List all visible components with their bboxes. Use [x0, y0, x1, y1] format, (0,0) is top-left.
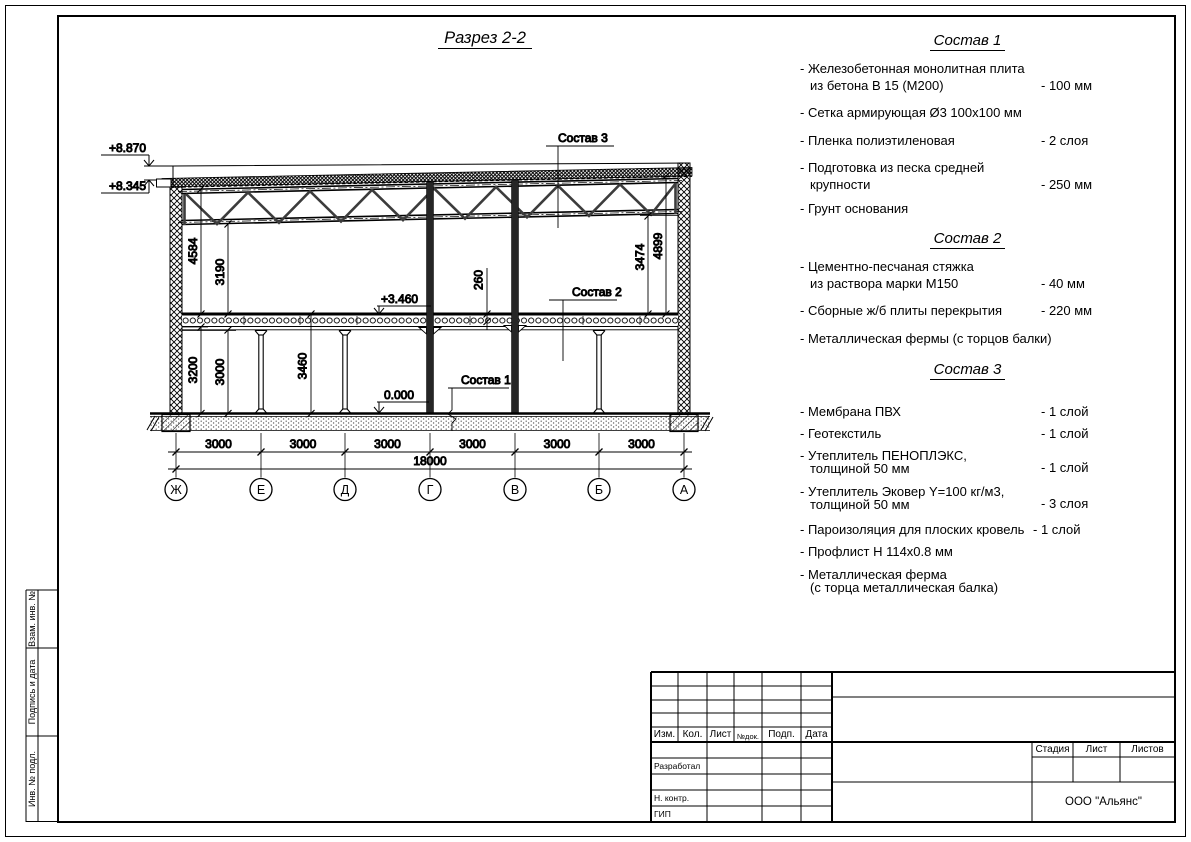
spec-value: - 1 слой — [1041, 460, 1089, 475]
spec-heading: Состав 2 — [795, 230, 1140, 247]
spec-heading: Состав 1 — [795, 32, 1140, 49]
drawing-title: Разрез 2-2 — [400, 29, 570, 48]
dim-left-roof: 4584 — [186, 237, 200, 265]
axis-label: Е — [256, 483, 266, 497]
spec-value: - 2 слоя — [1041, 133, 1089, 148]
strip-vzam-inv: Взам. инв. № — [27, 591, 37, 647]
dim-bay-5: 3000 — [543, 437, 571, 451]
elevation-canopy: +8.345 — [108, 179, 146, 193]
callout-sostav-1: Состав 1 — [461, 373, 511, 387]
spec-item — [800, 569, 1140, 595]
spec-item — [800, 450, 1140, 476]
dim-slab: 260 — [471, 269, 486, 291]
tb-header-izm: Изм. — [653, 729, 676, 740]
elevation-ground: 0.000 — [384, 388, 415, 402]
spec-item — [800, 259, 1140, 292]
spec-value: - 220 мм — [1041, 303, 1093, 318]
dim-gf-left2: 3000 — [213, 358, 227, 386]
dim-gf-mid: 3460 — [295, 352, 310, 380]
strip-podpis-data: Подпись и дата — [27, 659, 37, 725]
spec-line: - Пленка полиэтиленовая — [800, 133, 955, 148]
dim-bay-2: 3000 — [289, 437, 317, 451]
spec-item — [800, 426, 1140, 443]
dim-right-truss: 3474 — [633, 243, 647, 271]
spec-line: - Цементно-песчаная стяжка — [800, 259, 974, 274]
axis-label: Ж — [170, 483, 182, 497]
spec-line: - Утеплитель Эковер Y=100 кг/м3, — [800, 484, 1005, 499]
bottom-dimensions — [168, 433, 692, 478]
building-section — [144, 163, 713, 432]
foundation — [147, 414, 713, 432]
canopy-end — [157, 179, 172, 187]
spec-value: - 1 слой — [1041, 426, 1089, 441]
dim-left-truss: 3190 — [213, 258, 227, 286]
dim-bay-3: 3000 — [374, 437, 401, 451]
spec-value: - 40 мм — [1041, 276, 1085, 291]
spec-line: - Грунт основания — [800, 201, 909, 216]
tb-header-data: Дата — [805, 729, 828, 740]
spec-item — [800, 201, 1140, 218]
dim-gf-left: 3200 — [186, 356, 200, 384]
left-wall — [170, 187, 182, 414]
tb-stage-header: Стадия — [1035, 744, 1070, 755]
spec-line: из раствора марки М150 — [810, 275, 959, 291]
spec-value: - 1 слой — [1033, 522, 1081, 537]
spec-value: - 250 мм — [1041, 177, 1093, 192]
spec-value: - 1 слой — [1041, 404, 1089, 419]
spec-item — [800, 544, 1140, 561]
callout-sostav-3: Состав 3 — [558, 131, 608, 145]
axis-label: Б — [594, 483, 604, 497]
spec-line: - Сборные ж/б плиты перекрытия — [800, 303, 1003, 318]
dim-right-roof: 4899 — [651, 232, 665, 260]
dim-bay-4: 3000 — [459, 437, 486, 451]
tb-role-developer: Разработал — [654, 761, 701, 771]
spec-item — [800, 160, 1140, 193]
spec-line: - Металлическая фермы (с торцов балки) — [800, 331, 1052, 346]
spec-line: толщиной 50 мм — [810, 460, 910, 476]
spec-line: крупности — [810, 176, 871, 192]
spec-item — [800, 133, 1140, 150]
spec-item — [800, 404, 1140, 421]
spec-item — [800, 331, 1140, 348]
tb-sheets-header: Листов — [1131, 744, 1164, 755]
spec-line: - Металлическая ферма — [800, 567, 947, 582]
spec-item — [800, 522, 1140, 539]
axis-label: А — [679, 483, 689, 497]
tb-header-kol: Кол. — [682, 729, 703, 740]
axis-label: В — [510, 483, 520, 497]
tb-role-ncontrol: Н. контр. — [654, 793, 690, 803]
spec-line: (с торца металлическая балка) — [810, 579, 999, 595]
spec-value: - 100 мм — [1041, 78, 1093, 93]
spec-item — [800, 486, 1140, 512]
spec-line: - Подготовка из песка средней — [800, 160, 985, 175]
tb-header-ndok: №док. — [737, 732, 759, 741]
spec-line: - Железобетонная монолитная плита — [800, 61, 1025, 76]
right-wall — [678, 163, 690, 414]
spec-line: - Мембрана ПВХ — [800, 404, 901, 419]
tb-header-podp: Подп. — [768, 729, 795, 740]
tb-role-gip: ГИП — [654, 809, 671, 819]
spec-value: - 3 слоя — [1041, 496, 1089, 511]
spec-line: - Сетка армирующая Ø3 100х100 мм — [800, 105, 1022, 120]
axis-label: Г — [426, 483, 434, 497]
spec-item — [800, 105, 1140, 122]
axis-bubbles — [165, 479, 695, 501]
axis-label: Д — [340, 483, 350, 497]
spec-heading: Состав 3 — [795, 361, 1140, 378]
dim-bay-1: 3000 — [205, 437, 232, 451]
strip-inv-podl: Инв. № подл. — [27, 750, 37, 808]
tb-organization: ООО "Альянс" — [1065, 796, 1142, 808]
tb-header-list: Лист — [709, 729, 732, 740]
elevation-floor2: +3.460 — [381, 292, 419, 306]
dim-total: 18000 — [413, 454, 447, 468]
spec-line: - Геотекстиль — [800, 426, 882, 441]
spec-line: - Утеплитель ПЕНОПЛЭКС, — [800, 448, 967, 463]
callout-sostav-2: Состав 2 — [572, 285, 622, 299]
spec-line: толщиной 50 мм — [810, 496, 910, 512]
tb-sheet-header: Лист — [1085, 744, 1108, 755]
spec-line: - Профлист Н 114х0.8 мм — [800, 544, 953, 559]
spec-line: из бетона В 15 (М200) — [810, 77, 944, 93]
spec-item — [800, 303, 1140, 320]
spec-line: - Пароизоляция для плоских кровель — [800, 522, 1025, 537]
elevation-parapet: +8.870 — [108, 141, 146, 155]
composition-lists — [795, 0, 1140, 640]
spec-item — [800, 61, 1140, 94]
dim-bay-6: 3000 — [628, 437, 655, 451]
